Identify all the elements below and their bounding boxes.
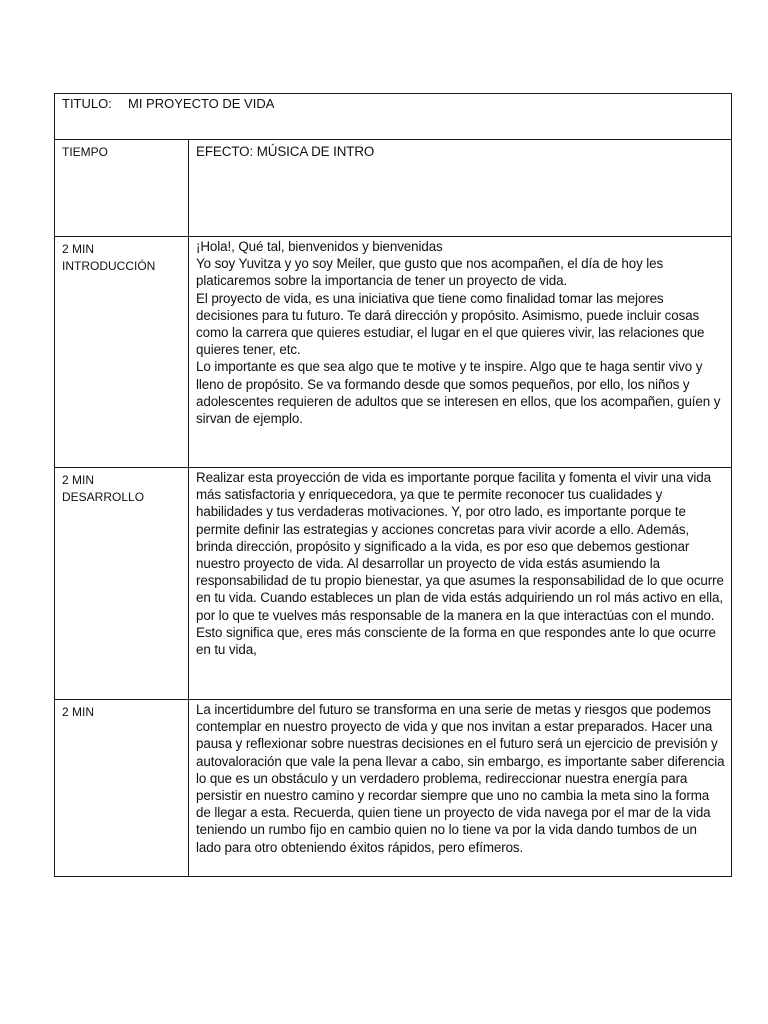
content-cell	[189, 237, 732, 468]
content-cell	[189, 140, 732, 237]
time-label: 2 MIN	[62, 705, 95, 719]
table-row	[55, 468, 732, 700]
time-label: 2 MIN	[62, 242, 95, 256]
title-cell	[55, 94, 732, 140]
paragraph: Lo importante es que sea algo que te motive y te inspire. Algo que te haga sentir vivo y lleno de propósito. Se va formando desde que somos pequeños, por ello, los niños y adolescentes requieren de adultos que se interesen en ellos, que los acompañen, guíen y sirvan de ejemplo.	[196, 359, 721, 427]
document-title: MI PROYECTO DE VIDA	[128, 96, 275, 111]
paragraph: ¡Hola!, Qué tal, bienvenidos y bienvenidas	[196, 239, 443, 254]
time-cell	[55, 468, 189, 700]
time-label: 2 MIN	[62, 473, 95, 487]
section-label: INTRODUCCIÓN	[62, 258, 156, 273]
title-row	[55, 94, 732, 140]
content-cell	[189, 468, 732, 700]
paragraph: Esto significa que, eres más consciente de la forma en que respondes ante lo que ocurre en tu vida,	[196, 624, 716, 658]
paragraph: Realizar esta proyección de vida es importante porque facilita y fomenta el vivir una vida más satisfactoria y enriquecedora, ya que te permite reconocer tus cualidades y habilidades y tus verdaderas motivaciones. Y, por otro lado, es importante porque te permite definir las estrategias y acciones concretas para vivir acorde a ello. Además, brinda dirección, propósito y significado a la vida, es por eso que debemos gestionar nuestro proyecto de vida. Al desarrollar un proyecto de vida estás asumiendo la responsabilidad de tu propio bienestar, ya que asumes la responsabilidad de lo que ocurre en tu vida. Cuando estableces un plan de vida estás adquiriendo un rol más activo en ella, por lo que te vuelves más responsable de la manera en la que interactúas con el mundo.	[196, 470, 724, 623]
time-label: TIEMPO	[62, 145, 109, 159]
section-label: DESARROLLO	[62, 489, 145, 504]
table-row	[55, 700, 732, 877]
table-row	[55, 237, 732, 468]
content-cell	[189, 700, 732, 877]
time-cell	[55, 700, 189, 877]
effect-text: EFECTO: MÚSICA DE INTRO	[196, 144, 375, 159]
paragraph: Yo soy Yuvitza y yo soy Meiler, que gusto que nos acompañen, el día de hoy les platicaremos sobre la importancia de tener un proyecto de vida.	[196, 256, 664, 289]
paragraph: El proyecto de vida, es una iniciativa que tiene como finalidad tomar las mejores decisiones para tu futuro. Te dará dirección y propósito. Asimismo, puede incluir cosas como la carrera que quieres estudiar, el lugar en el que quieres vivir, las relaciones que quieres tener, etc.	[196, 290, 705, 358]
script-table	[54, 93, 732, 877]
time-cell	[55, 140, 189, 237]
table-row	[55, 140, 732, 237]
paragraph: La incertidumbre del futuro se transforma en una serie de metas y riesgos que podemos contemplar en nuestro proyecto de vida y que nos invitan a estar preparados. Hacer una pausa y reflexionar sobre nuestras decisiones en el futuro será un ejercicio de previsión y autovaloración que vale la pena llevar a cabo, sin embargo, es importante saber diferencia lo que es un obstáculo y un verdadero problema, redireccionar nuestra energía para persistir en nuestro camino y recordar siempre que uno no cambia la meta sino la forma de llegar a esta. Recuerda, quien tiene un proyecto de vida navega por el mar de la vida teniendo un rumbo fijo en cambio quien no lo tiene va por la vida dando tumbos de un lado para otro obteniendo éxitos rápidos, pero efímeros.	[196, 702, 725, 855]
title-label: TITULO:	[62, 96, 112, 111]
time-cell	[55, 237, 189, 468]
